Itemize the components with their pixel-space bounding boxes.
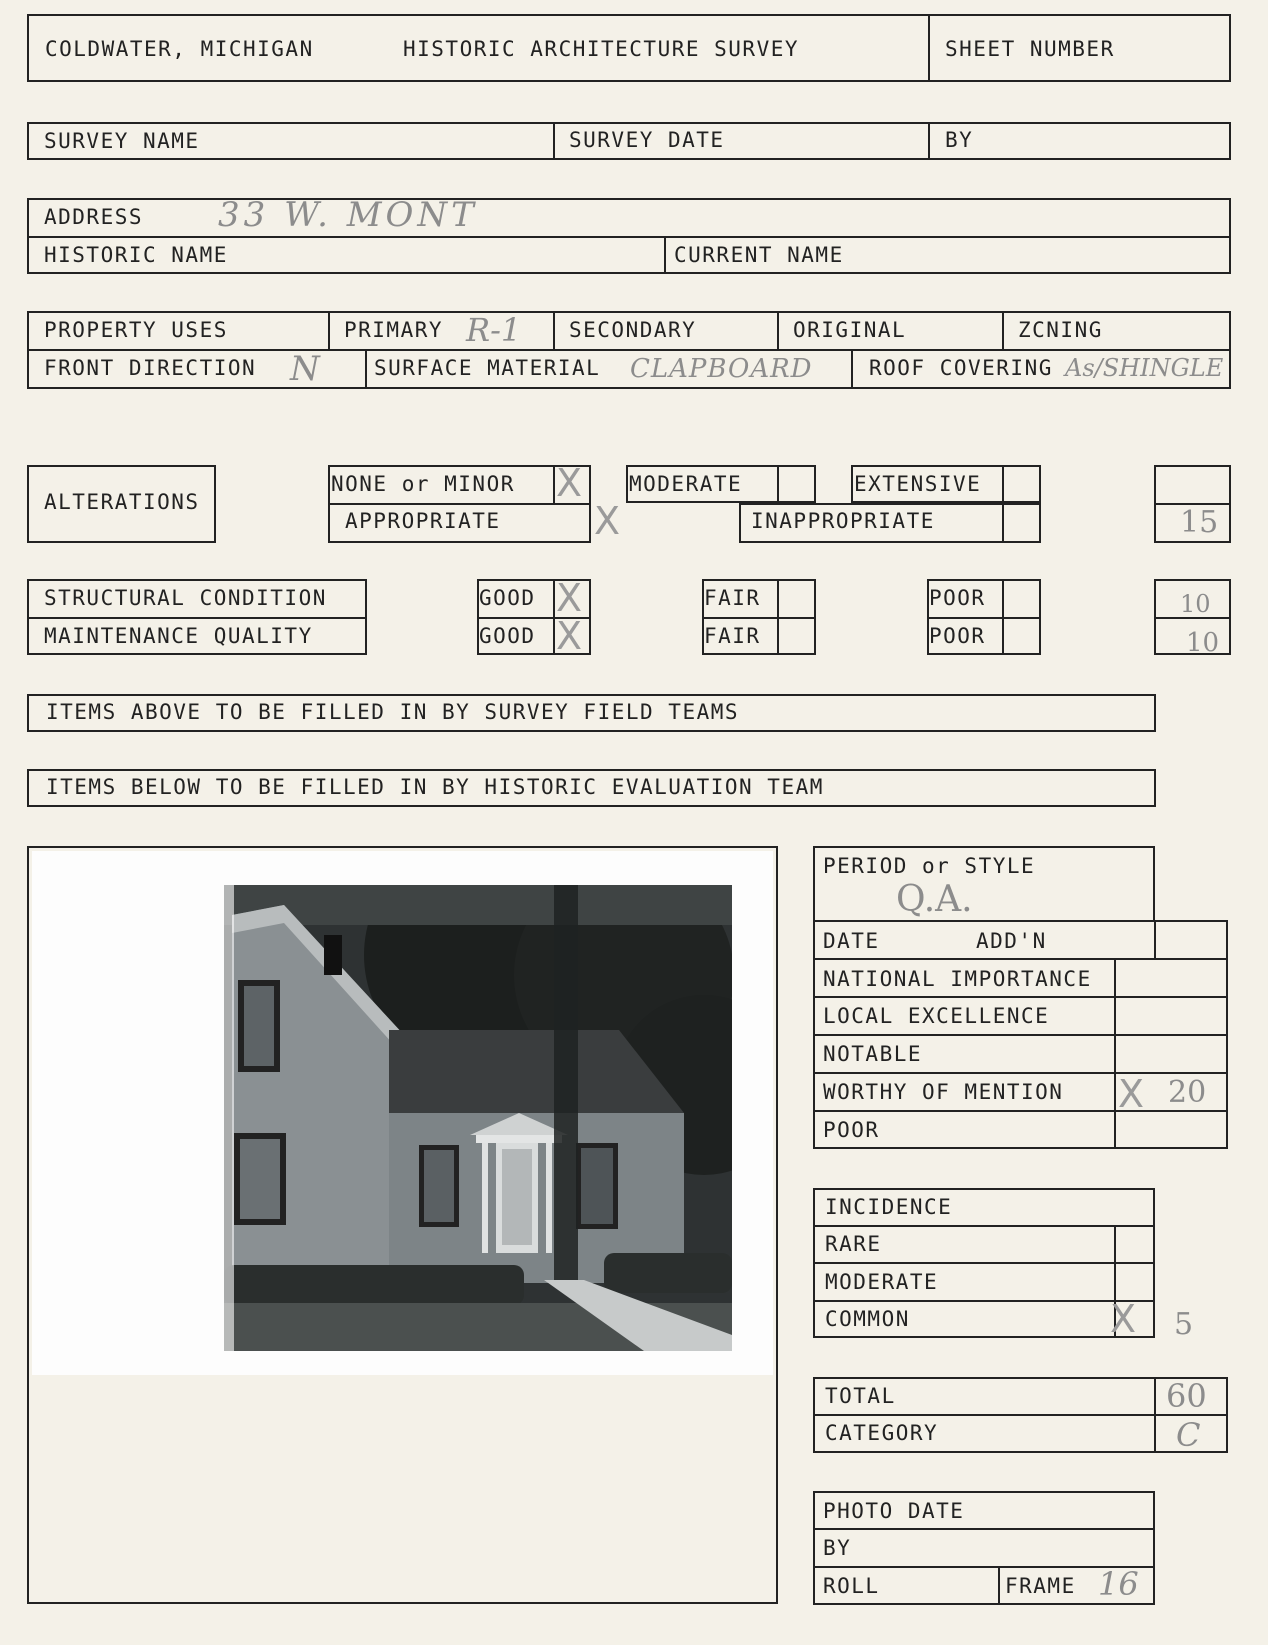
house-photo xyxy=(224,885,732,1351)
poor-rating-label: POOR xyxy=(823,1118,880,1142)
category-label: CATEGORY xyxy=(825,1421,939,1445)
appropriate-check: X xyxy=(594,499,621,543)
secondary-label: SECONDARY xyxy=(569,318,697,342)
frame-value: 16 xyxy=(1098,1565,1139,1603)
common-check: X xyxy=(1110,1297,1137,1341)
alterations-score: 15 xyxy=(1180,505,1219,540)
structural-fair-label: FAIR xyxy=(704,586,761,610)
extensive-check-col xyxy=(1002,465,1004,503)
survey-divider-2 xyxy=(928,122,930,160)
category-value: C xyxy=(1176,1416,1201,1454)
none-minor-label: NONE or MINOR xyxy=(331,472,515,496)
property-div-2 xyxy=(553,311,555,349)
notable-label: NOTABLE xyxy=(823,1042,923,1066)
date-label: DATE xyxy=(823,929,880,953)
structural-poor-label: POOR xyxy=(929,586,986,610)
zoning-label: ZCNING xyxy=(1018,318,1103,342)
rating-check-col xyxy=(1114,958,1116,1149)
extensive-label: EXTENSIVE xyxy=(854,472,982,496)
address-row-divider xyxy=(27,236,1231,238)
period-style-value: Q.A. xyxy=(896,879,973,920)
property-row-divider xyxy=(27,349,1231,351)
none-minor-check: X xyxy=(556,461,583,505)
poor-row-div xyxy=(927,617,1041,619)
maintenance-score: 10 xyxy=(1186,628,1220,658)
incidence-label: INCIDENCE xyxy=(825,1195,953,1219)
moderate-check-col xyxy=(777,465,779,503)
roof-covering-value: As/SHINGLE xyxy=(1065,354,1224,382)
header-title: HISTORIC ARCHITECTURE SURVEY xyxy=(403,37,800,61)
primary-label: PRIMARY xyxy=(344,318,444,342)
front-direction-value: N xyxy=(290,349,320,389)
property-div-6 xyxy=(851,349,853,389)
property-div-1 xyxy=(328,311,330,349)
survey-date-label: SURVEY DATE xyxy=(569,128,725,152)
photo-date-label: PHOTO DATE xyxy=(823,1499,965,1523)
structural-good-check: X xyxy=(556,576,583,620)
maintenance-quality-label: MAINTENANCE QUALITY xyxy=(44,624,313,648)
good-check-col xyxy=(553,579,555,655)
rating-div-4 xyxy=(813,1072,1228,1074)
house-photo-drawing xyxy=(224,885,732,1351)
worthy-check: X xyxy=(1118,1072,1145,1116)
rare-label: RARE xyxy=(825,1232,882,1256)
totals-value-col xyxy=(1154,1377,1156,1453)
incidence-moderate-label: MODERATE xyxy=(825,1270,939,1294)
local-excellence-label: LOCAL EXCELLENCE xyxy=(823,1004,1050,1028)
historic-name-label: HISTORIC NAME xyxy=(44,243,228,267)
address-value: 33 W. MONT xyxy=(218,195,478,235)
rating-div-1 xyxy=(813,958,1228,960)
incidence-div-1 xyxy=(813,1225,1155,1227)
photo-info-col xyxy=(998,1566,1000,1605)
header-divider xyxy=(928,14,930,82)
photo-mount xyxy=(32,851,773,1375)
frame-label: FRAME xyxy=(1005,1574,1076,1598)
moderate-label: MODERATE xyxy=(629,472,743,496)
current-name-label: CURRENT NAME xyxy=(674,243,844,267)
worthy-score: 20 xyxy=(1168,1075,1207,1110)
survey-divider-1 xyxy=(553,122,555,160)
sheet-number-label: SHEET NUMBER xyxy=(945,37,1115,61)
rating-div-5 xyxy=(813,1110,1228,1112)
poor-check-col xyxy=(1002,579,1004,655)
maintenance-good-label: GOOD xyxy=(479,624,536,648)
survey-by-label: BY xyxy=(945,128,974,152)
alterations-check-col xyxy=(553,465,555,503)
rating-div-2 xyxy=(813,996,1228,998)
survey-name-label: SURVEY NAME xyxy=(44,129,200,153)
evaluation-team-note: ITEMS BELOW TO BE FILLED IN BY HISTORIC EVALUATION TEAM xyxy=(46,775,824,799)
header-city: COLDWATER, MICHIGAN xyxy=(45,37,314,61)
incidence-div-3 xyxy=(813,1300,1155,1302)
inappropriate-check-col xyxy=(1002,503,1004,543)
rating-date-right xyxy=(1154,920,1156,958)
alterations-label: ALTERATIONS xyxy=(44,490,200,514)
front-direction-label: FRONT DIRECTION xyxy=(44,356,257,380)
condition-label-div xyxy=(27,617,367,619)
period-style-label: PERIOD or STYLE xyxy=(823,854,1036,878)
address-label: ADDRESS xyxy=(44,205,144,229)
addn-label: ADD'N xyxy=(976,929,1047,953)
property-div-3 xyxy=(777,311,779,349)
appropriate-label: APPROPRIATE xyxy=(345,509,501,533)
roll-label: ROLL xyxy=(823,1574,880,1598)
surface-material-value: CLAPBOARD xyxy=(630,354,813,384)
field-teams-note: ITEMS ABOVE TO BE FILLED IN BY SURVEY FIELD TEAMS xyxy=(46,700,740,724)
common-label: COMMON xyxy=(825,1307,910,1331)
photo-by-label: BY xyxy=(823,1536,852,1560)
fair-row-div xyxy=(702,617,816,619)
common-score: 5 xyxy=(1174,1307,1194,1342)
property-div-4 xyxy=(1002,311,1004,349)
rating-div-3 xyxy=(813,1034,1228,1036)
surface-material-label: SURFACE MATERIAL xyxy=(374,356,601,380)
property-uses-label: PROPERTY USES xyxy=(44,318,228,342)
original-label: ORIGINAL xyxy=(793,318,907,342)
structural-condition-label: STRUCTURAL CONDITION xyxy=(44,586,327,610)
primary-value: R-1 xyxy=(466,311,522,349)
photo-info-div-1 xyxy=(813,1528,1155,1530)
worthy-of-mention-label: WORTHY OF MENTION xyxy=(823,1080,1064,1104)
maintenance-poor-label: POOR xyxy=(929,624,986,648)
national-importance-label: NATIONAL IMPORTANCE xyxy=(823,967,1092,991)
roof-covering-label: ROOF COVERING xyxy=(869,356,1053,380)
structural-score: 10 xyxy=(1180,590,1211,618)
property-div-5 xyxy=(365,349,367,389)
total-label: TOTAL xyxy=(825,1384,896,1408)
total-value: 60 xyxy=(1166,1377,1207,1415)
maintenance-good-check: X xyxy=(556,614,583,658)
alterations-row-div xyxy=(328,503,591,505)
inappropriate-label: INAPPROPRIATE xyxy=(751,509,935,533)
maintenance-fair-label: FAIR xyxy=(704,624,761,648)
address-col-divider xyxy=(664,236,666,274)
incidence-div-2 xyxy=(813,1262,1155,1264)
structural-good-label: GOOD xyxy=(479,586,536,610)
fair-check-col xyxy=(777,579,779,655)
